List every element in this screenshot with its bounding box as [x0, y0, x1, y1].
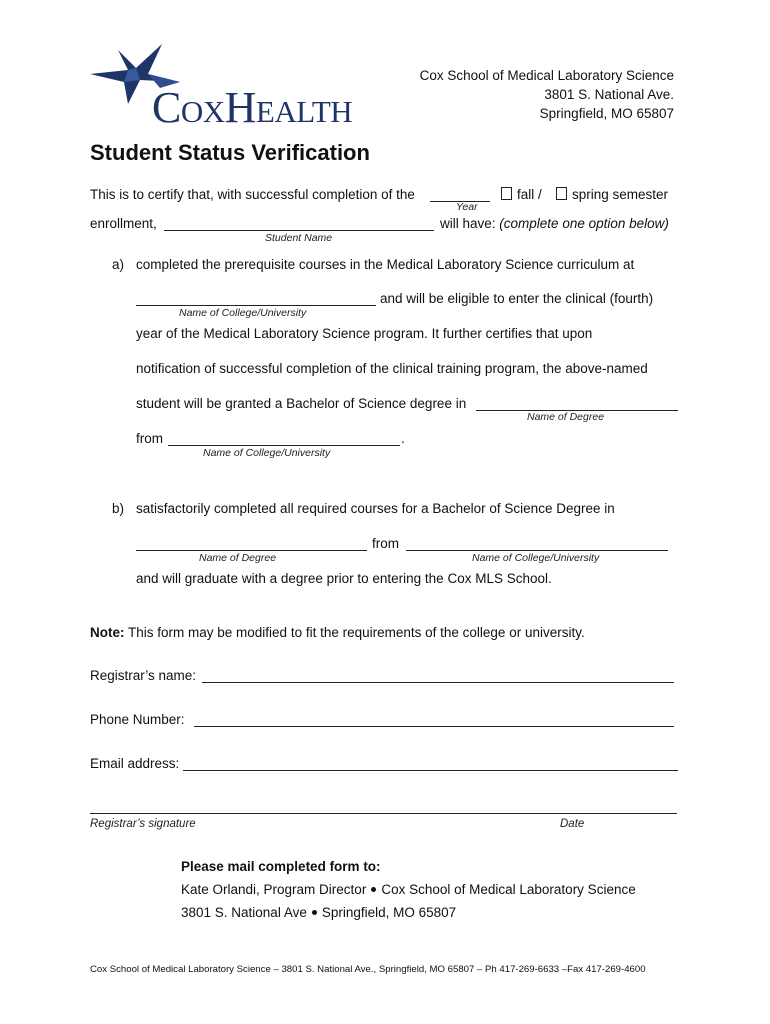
option-a-line-1: completed the prerequisite courses in the Medical Laboratory Science curriculum at — [136, 257, 635, 272]
option-b-degree-caption: Name of Degree — [199, 552, 277, 564]
option-b-college-caption: Name of College/University — [472, 552, 600, 564]
option-b-line-3: and will graduate with a degree prior to entering the Cox MLS School. — [136, 571, 552, 586]
enrollment-label: enrollment, — [90, 216, 157, 231]
spring-label: spring semester — [572, 187, 669, 202]
fall-label: fall / — [517, 187, 542, 202]
student-name-field[interactable] — [164, 230, 434, 231]
address-line-1: Cox School of Medical Laboratory Science — [419, 68, 674, 83]
signature-field[interactable] — [90, 813, 677, 814]
note — [90, 625, 585, 640]
option-a-period: . — [401, 431, 405, 446]
option-a-college-caption: Name of College/University — [179, 307, 307, 319]
option-b-college-field[interactable] — [406, 550, 668, 551]
option-b-degree-field[interactable] — [136, 550, 367, 551]
school-address — [420, 66, 674, 123]
mail-street: 3801 S. National Ave — [181, 905, 307, 920]
mail-director: Kate Orlandi, Program Director — [181, 882, 367, 897]
page-footer: Cox School of Medical Laboratory Science – 3801 S. National Ave., Springfield, MO 65807 – Ph 417-269-6633 –Fax 417-269-4600 — [90, 964, 646, 975]
student-name-caption: Student Name — [265, 232, 333, 244]
option-a-line-3: year of the Medical Laboratory Science program. It further certifies that upon — [136, 326, 593, 341]
address-line-2: 3801 S. National Ave. — [544, 87, 674, 102]
phone-number-label: Phone Number: — [90, 712, 185, 727]
option-a-line-5: student will be granted a Bachelor of Science degree in — [136, 396, 467, 411]
spring-option[interactable] — [556, 187, 668, 202]
address-line-3: Springfield, MO 65807 — [539, 106, 674, 121]
note-label: Note: — [90, 625, 125, 640]
bullet-icon — [312, 910, 317, 915]
mail-heading: Please mail completed form to: — [181, 859, 381, 874]
mail-city: Springfield, MO 65807 — [321, 905, 457, 920]
option-b-marker: b) — [112, 501, 125, 516]
note-text: This form may be modified to fit the requirements of the college or university. — [128, 625, 585, 640]
phone-number-field[interactable] — [194, 726, 674, 727]
mail-school: Cox School of Medical Laboratory Science — [381, 882, 636, 897]
option-b-line-1: satisfactorily completed all required courses for a Bachelor of Science Degree in — [136, 501, 615, 516]
option-a-marker: a) — [112, 257, 125, 272]
coxhealth-logo — [88, 44, 353, 132]
bullet-icon — [371, 887, 376, 892]
signature-caption: Registrar’s signature — [90, 818, 196, 830]
registrar-name-field[interactable] — [202, 682, 674, 683]
year-caption: Year — [456, 201, 478, 213]
email-address-label: Email address: — [90, 756, 180, 771]
option-a-degree-caption: Name of Degree — [527, 411, 605, 423]
will-have-label: will have: — [440, 216, 496, 231]
date-caption: Date — [560, 818, 585, 830]
option-a-from-college-caption: Name of College/University — [203, 447, 331, 459]
page-title: Student Status Verification — [90, 140, 370, 165]
logo-wordmark: COXHEALTH — [152, 83, 353, 132]
fall-option[interactable] — [501, 187, 542, 202]
intro-certify-text: This is to certify that, with successful completion of the — [90, 187, 415, 202]
mail-line-2 — [181, 905, 456, 920]
option-a-from-label: from — [136, 431, 163, 446]
option-a-line-4: notification of successful completion of the clinical training program, the above-named — [136, 361, 648, 376]
fall-checkbox[interactable] — [501, 187, 512, 200]
option-a-line-2: and will be eligible to enter the clinical (fourth) — [380, 291, 654, 306]
will-have-text — [440, 216, 669, 231]
spring-checkbox[interactable] — [556, 187, 567, 200]
mail-line-1 — [181, 882, 636, 897]
option-a-from-college-field[interactable] — [168, 445, 400, 446]
registrar-name-label: Registrar’s name: — [90, 668, 197, 683]
email-address-field[interactable] — [183, 770, 678, 771]
complete-one-instruction: (complete one option below) — [499, 216, 669, 231]
option-a-college-field[interactable] — [136, 305, 376, 306]
option-b-from-label: from — [372, 536, 399, 551]
